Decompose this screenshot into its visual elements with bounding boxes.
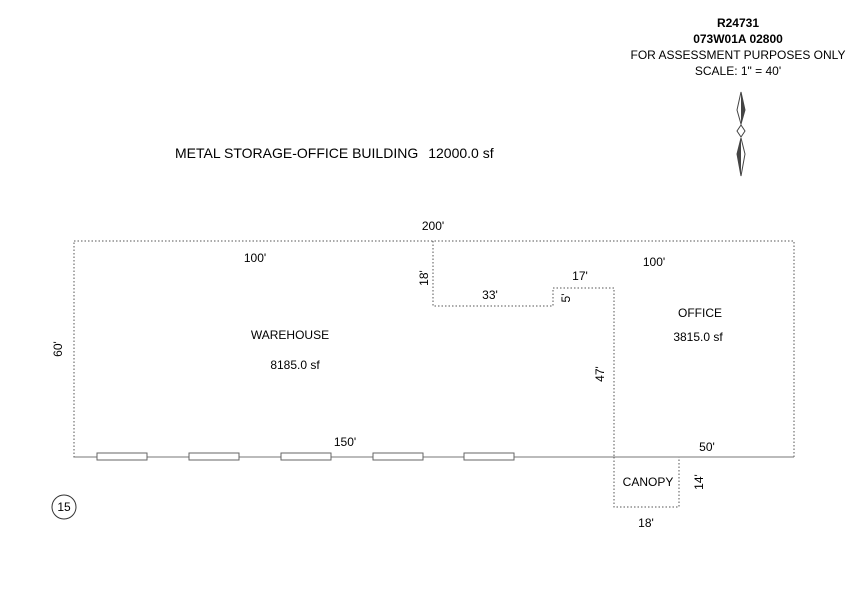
dim-office-wall: 47' [593,366,607,382]
dim-overall-depth: 60' [51,341,65,357]
building-outline [74,241,794,457]
warehouse-label: WAREHOUSE [250,328,330,342]
overhead-door [373,453,423,460]
dim-step-depth: 5' [559,293,573,303]
scale-label: SCALE: 1" = 40' [694,64,782,78]
parcel-id: R24731 [716,16,760,30]
sketch-number: 15 [57,500,71,514]
dim-notch-width: 33' [482,288,498,302]
overhead-door [281,453,331,460]
north-arrow-icon [737,92,745,176]
building-area: 12000.0 sf [428,145,494,161]
overhead-door [189,453,239,460]
disclaimer: FOR ASSESSMENT PURPOSES ONLY [630,48,846,62]
dim-canopy-width: 18' [638,516,654,530]
dim-canopy-depth: 14' [692,474,706,490]
map-number: 073W01A 02800 [693,32,783,46]
building-title: METAL STORAGE-OFFICE BUILDING [175,145,419,161]
canopy-label: CANOPY [622,475,674,489]
dim-step-width: 17' [572,269,588,283]
office-area: 3815.0 sf [673,330,723,344]
dim-warehouse-bottom: 150' [333,435,357,449]
dim-office-top: 100' [642,255,666,269]
dim-warehouse-top: 100' [243,251,267,265]
dim-office-bottom: 50' [699,440,715,454]
overhead-door [97,453,147,460]
office-label: OFFICE [678,306,722,320]
warehouse-area: 8185.0 sf [270,358,320,372]
dim-notch-depth: 18' [417,270,431,286]
dim-overall-width: 200' [421,219,445,233]
overhead-door [464,453,514,460]
